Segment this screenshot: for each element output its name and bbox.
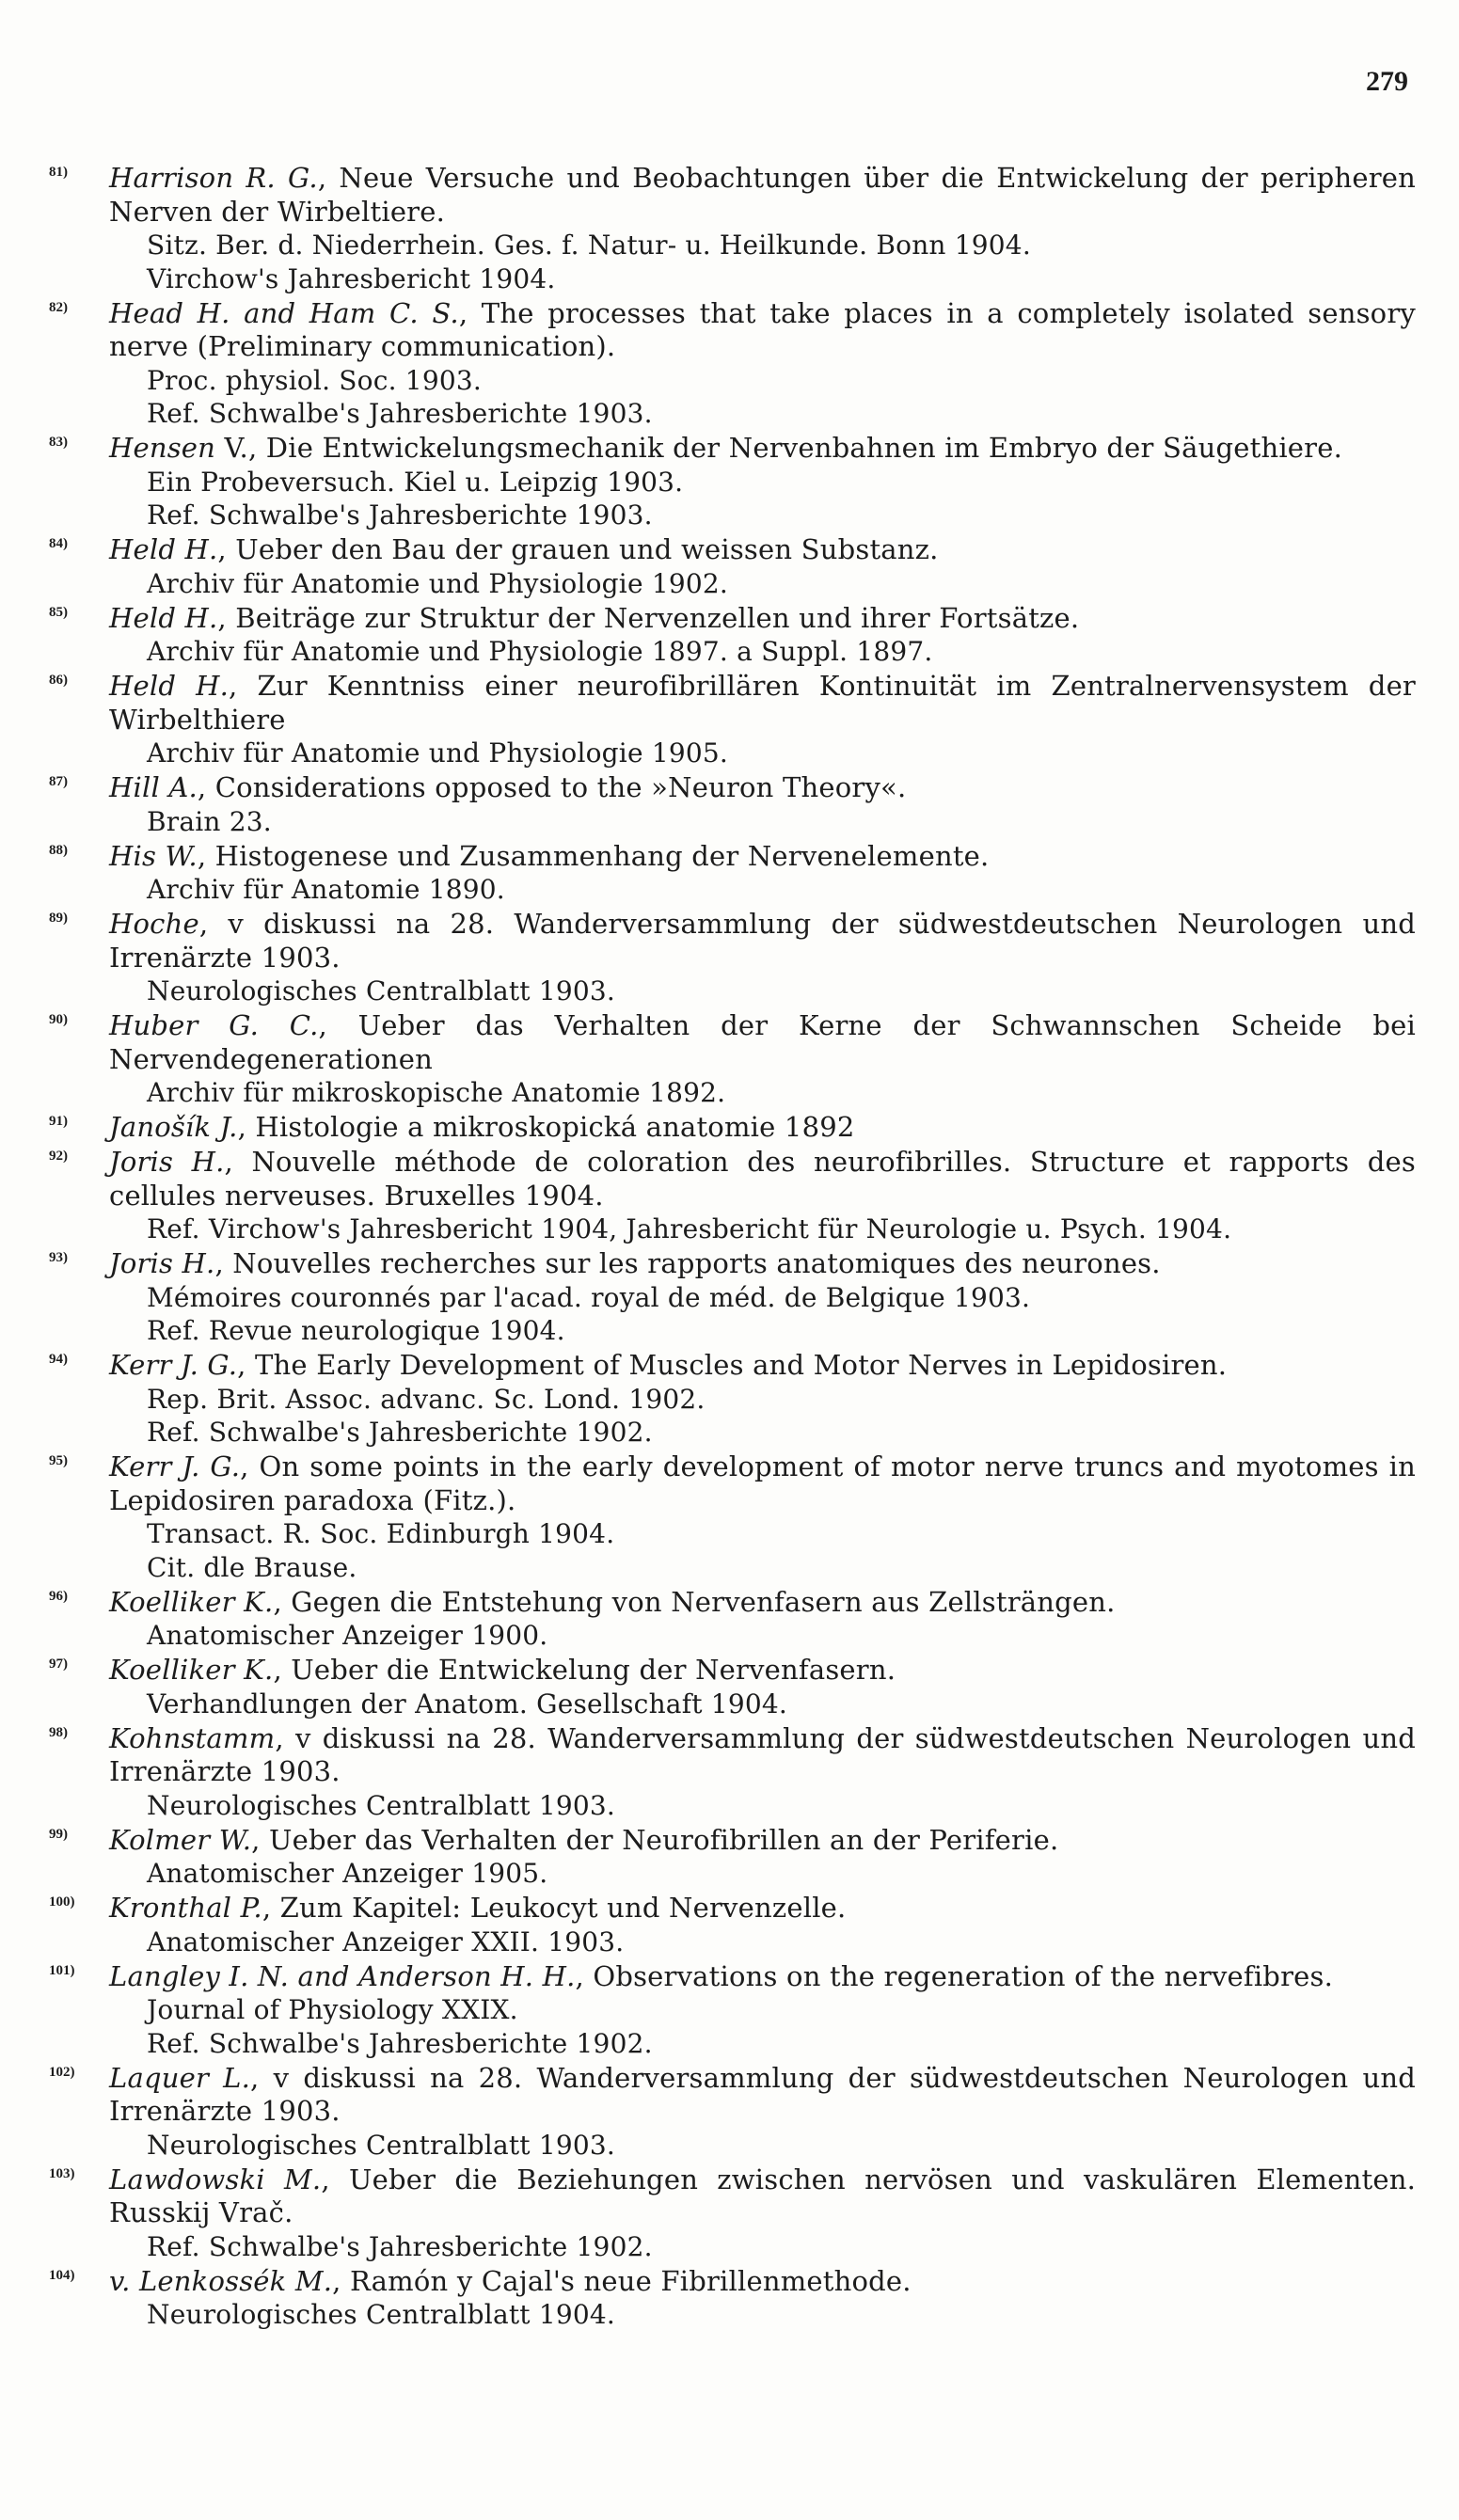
reference-body [109, 1146, 1416, 1246]
reference-source: Verhandlungen der Anatom. Gesellschaft 1904. [147, 1688, 787, 1720]
reference-citation [109, 297, 1416, 364]
reference-title: , The processes that take places in a completely isolated sensory nerve (Preliminary communication). [109, 296, 1416, 362]
reference-citation [109, 1960, 1416, 1994]
reference-source: Brain 23. [147, 805, 272, 837]
reference-number: 92) [49, 1149, 68, 1164]
reference-title: , Ueber die Beziehungen zwischen nervösen und vaskulären Elementen. Russkij Vrač. [109, 2163, 1416, 2228]
reference-source: Virchow's Jahresbericht 1904. [147, 262, 556, 294]
reference-author: Held H. [109, 601, 218, 634]
reference-source: Ein Probeversuch. Kiel u. Leipzig 1903. [147, 466, 684, 498]
reference-source: Archiv für Anatomie und Physiologie 1897. a Suppl. 1897. [147, 636, 933, 667]
reference-body [109, 1824, 1416, 1891]
reference-source: Ref. Schwalbe's Jahresberichte 1902. [147, 2230, 653, 2262]
reference-entry [49, 1722, 1416, 1823]
reference-author: Huber G. C. [109, 1009, 319, 1041]
reference-entry [49, 2265, 1416, 2332]
reference-author: Hill A. [109, 771, 198, 803]
reference-number: 82) [49, 299, 68, 315]
reference-body [109, 432, 1416, 532]
reference-title: , v diskussi na 28. Wanderversammlung der südwestdeutschen Neurologen und Irrenärzte 1903. [109, 1721, 1416, 1787]
reference-entry [49, 297, 1416, 431]
reference-number: 101) [49, 1962, 75, 1978]
reference-citation [109, 1009, 1416, 1076]
reference-citation [109, 602, 1416, 636]
reference-number: 89) [49, 911, 68, 926]
reference-citation [109, 1722, 1416, 1789]
reference-source: Ref. Schwalbe's Jahresberichte 1902. [147, 1417, 653, 1448]
reference-number: 91) [49, 1114, 68, 1129]
reference-source: Neurologisches Centralblatt 1904. [147, 2299, 616, 2330]
reference-source: Ref. Schwalbe's Jahresberichte 1903. [147, 499, 653, 531]
reference-author: Held H. [109, 533, 218, 565]
reference-entry [49, 162, 1416, 295]
reference-body [109, 602, 1416, 669]
reference-source: Sitz. Ber. d. Niederrhein. Ges. f. Natur- u. Heilkunde. Bonn 1904. [147, 230, 1031, 261]
reference-title: , Nouvelle méthode de coloration des neurofibrilles. Structure et rapports des cellules nerveuses. Bruxelles 1904. [109, 1146, 1416, 1212]
reference-title: , Nouvelles recherches sur les rapports anatomiques des neurones. [214, 1247, 1161, 1279]
reference-author: Joris H. [109, 1146, 225, 1178]
reference-title: , Ueber das Verhalten der Kerne der Schwannschen Scheide bei Nervendegenerationen [109, 1009, 1417, 1075]
reference-body [109, 162, 1416, 295]
reference-title: , Zum Kapitel: Leukocyt und Nervenzelle. [262, 1892, 847, 1924]
reference-number: 95) [49, 1453, 68, 1468]
reference-citation [109, 1146, 1416, 1212]
reference-entry [49, 908, 1416, 1008]
reference-entry [49, 1146, 1416, 1246]
reference-title: , Neue Versuche und Beobachtungen über die Entwickelung der peripheren Nerven der Wirbeltiere. [109, 162, 1416, 228]
reference-body [109, 2265, 1416, 2332]
reference-source: Anatomischer Anzeiger XXII. 1903. [147, 1926, 625, 1957]
reference-source: Archiv für mikroskopische Anatomie 1892. [147, 1077, 726, 1108]
reference-title: , The Early Development of Muscles and Motor Nerves in Lepidosiren. [237, 1349, 1228, 1381]
reference-number: 100) [49, 1894, 75, 1910]
reference-author: Lawdowski M. [109, 2163, 322, 2195]
reference-source: Proc. physiol. Soc. 1903. [147, 364, 482, 396]
reference-source: Ref. Schwalbe's Jahresberichte 1903. [147, 398, 653, 429]
reference-body [109, 1450, 1416, 1584]
reference-citation [109, 840, 1416, 874]
reference-number: 97) [49, 1656, 68, 1672]
reference-source: Anatomischer Anzeiger 1900. [147, 1620, 548, 1651]
reference-body [109, 908, 1416, 1008]
reference-citation [109, 1349, 1416, 1383]
reference-entry [49, 602, 1416, 669]
reference-body [109, 1892, 1416, 1958]
reference-author: Koelliker K. [109, 1585, 274, 1618]
reference-entry [49, 1111, 1416, 1145]
reference-citation [109, 670, 1416, 737]
reference-author: Hoche [109, 908, 199, 940]
reference-body [109, 1247, 1416, 1348]
reference-number: 84) [49, 536, 68, 551]
reference-author: Harrison R. G. [109, 162, 318, 194]
reference-author: Hensen [109, 432, 216, 464]
reference-citation [109, 2062, 1416, 2129]
reference-author: Kerr J. G. [109, 1349, 238, 1381]
reference-entry [49, 1247, 1416, 1348]
reference-author: Held H. [109, 670, 230, 702]
reference-source: Archiv für Anatomie 1890. [147, 874, 505, 905]
reference-number: 90) [49, 1012, 68, 1027]
reference-citation [109, 162, 1416, 229]
reference-body [109, 1722, 1416, 1823]
reference-entry [49, 1824, 1416, 1891]
reference-entry [49, 771, 1416, 838]
reference-entry [49, 670, 1416, 770]
reference-title: , Zur Kenntniss einer neurofibrillären Kontinuität im Zentralnervensystem der Wirbelthiere [109, 670, 1416, 736]
reference-title: , Ueber den Bau der grauen und weissen Substanz. [217, 533, 939, 565]
reference-body [109, 670, 1416, 770]
reference-source: Ref. Virchow's Jahresbericht 1904, Jahresbericht für Neurologie u. Psych. 1904. [147, 1213, 1232, 1244]
reference-number: 83) [49, 435, 68, 450]
reference-entry [49, 533, 1416, 600]
reference-number: 94) [49, 1352, 68, 1367]
reference-body [109, 533, 1416, 600]
reference-body [109, 2062, 1416, 2163]
reference-title: , Beiträge zur Struktur der Nervenzellen und ihrer Fortsätze. [217, 601, 1080, 634]
reference-body [109, 1009, 1416, 1110]
reference-entry [49, 2062, 1416, 2163]
reference-number: 93) [49, 1250, 68, 1265]
reference-citation [109, 533, 1416, 567]
reference-author: Langley I. N. and Anderson H. H. [109, 1959, 576, 1992]
reference-citation [109, 1450, 1416, 1517]
reference-citation [109, 1654, 1416, 1688]
reference-author: Janošík J. [109, 1111, 238, 1143]
reference-author: Koelliker K. [109, 1654, 274, 1686]
reference-source: Neurologisches Centralblatt 1903. [147, 975, 616, 1006]
reference-title: V., Die Entwickelungsmechanik der Nervenbahnen im Embryo der Säugethiere. [215, 432, 1342, 464]
reference-body [109, 1960, 1416, 2061]
reference-author: Kohnstamm [109, 1721, 276, 1754]
reference-title: , Considerations opposed to the »Neuron Theory«. [197, 771, 907, 803]
reference-title: , Histogenese und Zusammenhang der Nervenelemente. [197, 839, 990, 872]
reference-citation [109, 1892, 1416, 1926]
reference-citation [109, 1586, 1416, 1620]
reference-title: , On some points in the early development of motor nerve truncs and myotomes in Lepidosiren paradoxa (Fitz.). [109, 1450, 1417, 1516]
reference-body [109, 771, 1416, 838]
reference-citation [109, 2265, 1416, 2299]
reference-source: Mémoires couronnés par l'acad. royal de méd. de Belgique 1903. [147, 1281, 1031, 1313]
reference-citation [109, 1824, 1416, 1858]
reference-number: 103) [49, 2165, 75, 2181]
reference-author: v. Lenkossék M. [109, 2264, 333, 2297]
reference-source: Neurologisches Centralblatt 1903. [147, 1789, 616, 1821]
reference-source: Archiv für Anatomie und Physiologie 1905. [147, 737, 728, 769]
reference-entry [49, 1892, 1416, 1958]
reference-citation [109, 1247, 1416, 1281]
reference-source: Cit. dle Brause. [147, 1551, 357, 1583]
reference-entry [49, 1450, 1416, 1584]
reference-source: Archiv für Anatomie und Physiologie 1902. [147, 567, 728, 599]
reference-entry [49, 1349, 1416, 1450]
reference-body [109, 1586, 1416, 1653]
reference-body [109, 840, 1416, 907]
reference-title: , v diskussi na 28. Wanderversammlung der südwestdeutschen Neurologen und Irrenärzte 1903. [109, 908, 1416, 974]
reference-citation [109, 908, 1416, 975]
reference-entry [49, 840, 1416, 907]
reference-title: , Gegen die Entstehung von Nervenfasern aus Zellsträngen. [273, 1585, 1116, 1618]
reference-body [109, 1349, 1416, 1450]
reference-source: Ref. Revue neurologique 1904. [147, 1315, 565, 1346]
reference-body [109, 2163, 1416, 2264]
reference-list [49, 162, 1416, 2333]
reference-entry [49, 1654, 1416, 1720]
reference-number: 88) [49, 842, 68, 858]
reference-author: Laquer L. [109, 2061, 251, 2094]
page-number: 279 [1366, 66, 1408, 97]
reference-entry [49, 2163, 1416, 2264]
reference-citation [109, 432, 1416, 466]
reference-citation [109, 771, 1416, 805]
reference-source: Rep. Brit. Assoc. advanc. Sc. Lond. 1902. [147, 1383, 706, 1415]
reference-citation [109, 1111, 1416, 1145]
reference-title: , Ueber das Verhalten der Neurofibrillen an der Periferie. [251, 1823, 1059, 1856]
reference-number: 104) [49, 2267, 75, 2283]
reference-title: , Histologie a mikroskopická anatomie 1892 [237, 1111, 855, 1143]
reference-body [109, 1654, 1416, 1720]
reference-author: Joris H. [109, 1247, 215, 1279]
reference-number: 98) [49, 1724, 68, 1740]
reference-number: 102) [49, 2064, 75, 2080]
reference-body [109, 1111, 1416, 1145]
reference-source: Ref. Schwalbe's Jahresberichte 1902. [147, 2027, 653, 2059]
reference-title: , v diskussi na 28. Wanderversammlung der südwestdeutschen Neurologen und Irrenärzte 1903. [109, 2061, 1417, 2127]
reference-number: 87) [49, 774, 68, 789]
reference-author: Kronthal P. [109, 1892, 262, 1924]
reference-author: Kolmer W. [109, 1823, 252, 1856]
reference-entry [49, 1960, 1416, 2061]
reference-body [109, 297, 1416, 431]
reference-source: Neurologisches Centralblatt 1903. [147, 2129, 616, 2161]
reference-author: Head H. and Ham C. S. [109, 296, 459, 329]
reference-number: 86) [49, 673, 68, 688]
reference-number: 99) [49, 1826, 68, 1842]
reference-number: 96) [49, 1588, 68, 1604]
reference-source: Anatomischer Anzeiger 1905. [147, 1858, 548, 1889]
reference-number: 81) [49, 165, 68, 180]
reference-source: Journal of Physiology XXIX. [147, 1994, 518, 2025]
reference-title: , Ueber die Entwickelung der Nervenfasern. [273, 1654, 896, 1686]
reference-entry [49, 432, 1416, 532]
reference-author: His W. [109, 839, 198, 872]
reference-citation [109, 2163, 1416, 2230]
reference-number: 85) [49, 604, 68, 620]
reference-title: , Observations on the regeneration of the nervefibres. [575, 1959, 1333, 1992]
reference-entry [49, 1586, 1416, 1653]
reference-entry [49, 1009, 1416, 1110]
reference-author: Kerr J. G. [109, 1450, 241, 1482]
reference-title: , Ramón y Cajal's neue Fibrillenmethode. [332, 2264, 912, 2297]
reference-source: Transact. R. Soc. Edinburgh 1904. [147, 1518, 615, 1549]
